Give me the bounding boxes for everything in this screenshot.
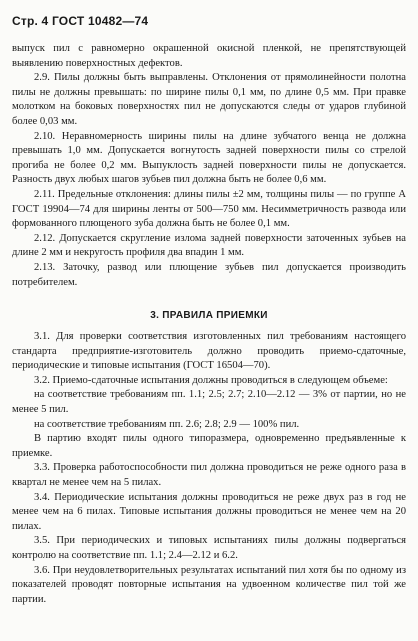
paragraph-3-6: 3.6. При неудовлетворительных результатах испытаний пил хотя бы по одному из показателей проводят повторные испытания на удвоенном количестве пил той же партии. <box>12 564 406 605</box>
paragraph-2-11: 2.11. Предельные отклонения: длины пилы ±2 мм, толщины пилы — по группе А ГОСТ 19904—74 для ширины ленты от 500—750 мм. Несимметричность развода или формованного плющеного зуба должна быть не более 0,1 мм. <box>12 188 406 230</box>
acceptance-rules-block <box>12 330 406 607</box>
paragraph-3-1: 3.1. Для проверки соответствия изготовленных пил требованиям настоящего стандарта предприятие-изготовитель должно проводить приемо-сдаточные, периодические и типовые испытания (ГОСТ 16504—70). <box>12 331 406 372</box>
paragraph-2-9: 2.9. Пилы должны быть выправлены. Отклонения от прямолинейности полотна пилы не должны превышать: по ширине пилы 0,1 мм, по длине 0,5 мм. При правке молотком на боковых поверхностях пил не допускаются следы от ударов глубиной более 0,03 мм. <box>12 72 406 127</box>
paragraph-3-3: 3.3. Проверка работоспособности пил должна проводиться не реже одного раза в квартал не менее чем на 5 пилах. <box>12 462 406 488</box>
paragraph-2-10: 2.10. Неравномерность ширины пилы на длине зубчатого венца не должна превышать 1,0 мм. Допускается вогнутость задней поверхности пилы со стрелой прогиба не более 0,2 мм. Выпуклость задней поверхности пилы не допускается. Разность двух любых шагов зубьев пил должна быть не более 0,6 мм. <box>12 130 406 186</box>
page-header: Стр. 4 ГОСТ 10482—74 <box>12 14 149 28</box>
paragraph-2-12: 2.12. Допускается скругление излома задней поверхности заточенных зубьев на длине 2 мм и некругость профиля два впадин 1 мм. <box>12 232 406 259</box>
paragraph-3-2: 3.2. Приемо-сдаточные испытания должны проводиться в следующем объеме: <box>34 374 388 386</box>
paragraph-2-13: 2.13. Заточку, развод или плющение зубьев пил допускается производить потребителем. <box>12 261 406 288</box>
paragraph-3-2-note: В партию входят пилы одного типоразмера, одновременно предъявленные к приемке. <box>12 433 406 459</box>
paragraph-continuation: выпуск пил с равномерно окрашенной окисной пленкой, не препятствующей выявлению поверхностных дефектов. <box>12 43 406 69</box>
paragraph-3-4: 3.4. Периодические испытания должны проводиться не реже двух раз в год не менее чем на 6 пилах. Типовые испытания должны проводиться не менее чем на 20 пилах. <box>12 491 406 532</box>
requirements-block <box>12 42 406 290</box>
paragraph-3-5: 3.5. При периодических и типовых испытаниях пилы должны подвергаться контролю на соответствие пп. 1.1; 2.4—2.12 и 6.2. <box>12 535 406 561</box>
paragraph-3-2-item-a: на соответствие требованиям пп. 1.1; 2.5; 2.7; 2.10—2.12 — 3% от партии, но не менее 5 пил. <box>12 389 406 415</box>
section-title: 3. ПРАВИЛА ПРИЕМКИ <box>150 310 268 321</box>
paragraph-3-2-item-b: на соответствие требованиям пп. 2.6; 2.8; 2.9 — 100% пил. <box>34 418 300 430</box>
